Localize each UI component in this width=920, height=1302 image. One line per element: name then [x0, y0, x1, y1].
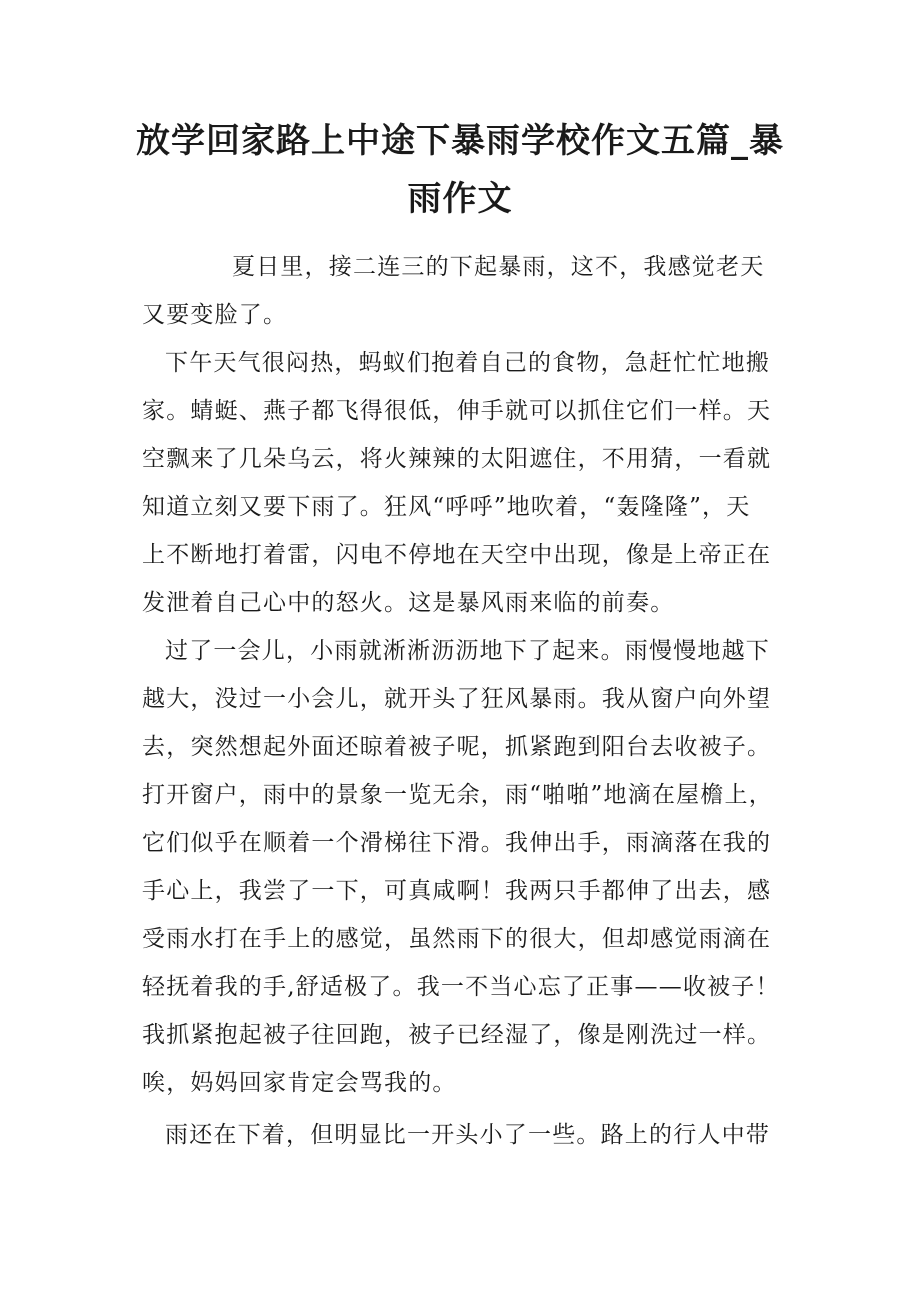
text-line-15: 受雨水打在手上的感觉，虽然雨下的很大，但却感觉雨滴在: [142, 926, 772, 952]
document-title: [120, 112, 800, 228]
text-line-9: 过了一会儿，小雨就淅淅沥沥地下了起来。雨慢慢地越下: [165, 638, 770, 664]
text-line-2: 又要变脸了。: [142, 302, 288, 328]
text-line-5: 空飘来了几朵乌云，将火辣辣的太阳遮住，不用猜，一看就: [142, 446, 772, 472]
text-line-14: 手心上，我尝了一下，可真咸啊！我两只手都伸了出去，感: [142, 878, 772, 904]
text-line-19: 雨还在下着，但明显比一开头小了一些。路上的行人中带: [165, 1122, 770, 1148]
text-line-4: 家。蜻蜓、燕子都飞得很低，伸手就可以抓住它们一样。天: [142, 398, 772, 424]
text-line-11: 去，突然想起外面还晾着被子呢，抓紧跑到阳台去收被子。: [142, 734, 772, 760]
text-line-12: 打开窗户，雨中的景象一览无余，雨“啪啪”地滴在屋檐上，: [142, 782, 773, 808]
text-line-17: 我抓紧抱起被子往回跑，被子已经湿了，像是刚洗过一样。: [142, 1022, 772, 1048]
text-line-8: 发泄着自己心中的怒火。这是暴风雨来临的前奏。: [142, 590, 675, 616]
text-line-7: 上不断地打着雷，闪电不停地在天空中出现，像是上帝正在: [142, 542, 772, 568]
text-line-13: 它们似乎在顺着一个滑梯往下滑。我伸出手，雨滴落在我的: [142, 830, 772, 856]
text-line-3: 下午天气很闷热，蚂蚁们抱着自己的食物，急赶忙忙地搬: [165, 350, 770, 376]
text-line-18: 唉，妈妈回家肯定会骂我的。: [142, 1070, 457, 1096]
title-line-2: 雨作文: [407, 179, 513, 219]
text-line-10: 越大，没过一小会儿，就开头了狂风暴雨。我从窗户向外望: [142, 686, 772, 712]
text-line-1: 夏日里，接二连三的下起暴雨，这不，我感觉老天: [232, 254, 765, 280]
text-line-16: 轻抚着我的手,舒适极了。我一不当心忘了正事——收被子！: [142, 974, 780, 1000]
title-line-1: 放学回家路上中途下暴雨学校作文五篇_暴: [136, 121, 784, 161]
text-line-6: 知道立刻又要下雨了。狂风“呼呼”地吹着，“轰隆隆”，天: [142, 494, 751, 520]
